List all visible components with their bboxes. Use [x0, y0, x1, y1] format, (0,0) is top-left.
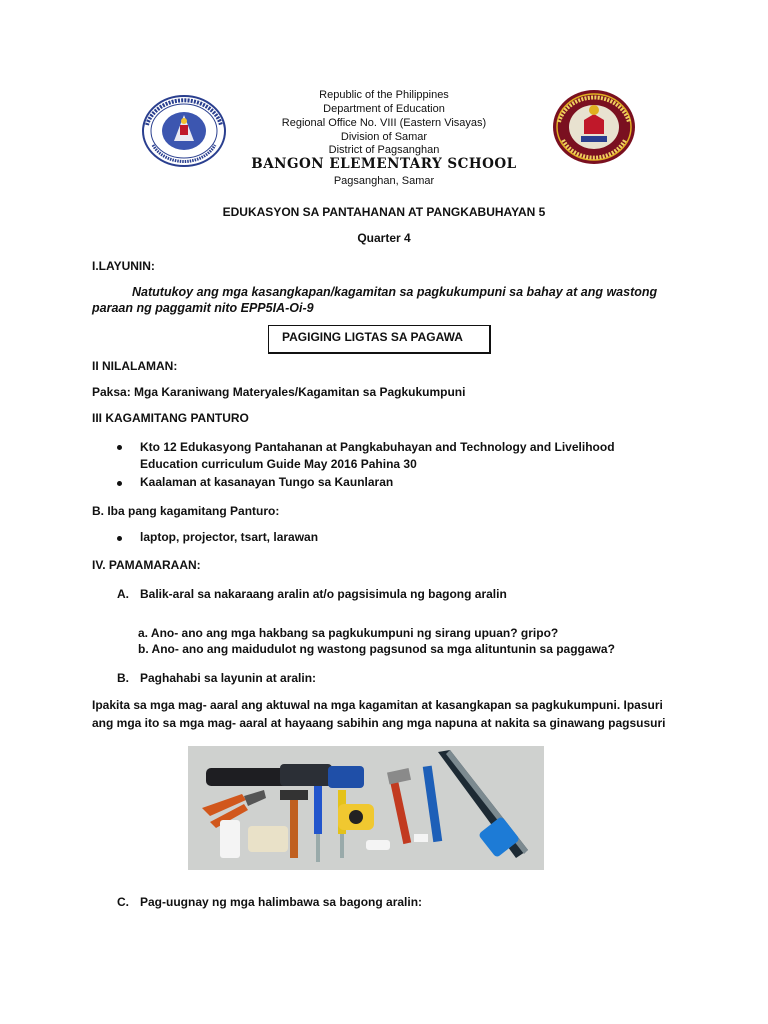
bullet-icon — [117, 445, 122, 450]
tools-photo — [188, 746, 544, 870]
school-name: BANGON ELEMENTARY SCHOOL — [251, 156, 517, 172]
paksa-line: Paksa: Mga Karaniwang Materyales/Kagamitan sa Pagkukumpuni — [92, 385, 466, 399]
item-c-letter: C. — [117, 895, 129, 909]
reference-2: Kaalaman at kasanayan Tungo sa Kaunlaran — [140, 475, 394, 489]
item-a-text: Balik-aral sa nakaraang aralin at/o pagsisimula ng bagong aralin — [140, 587, 507, 601]
reference-1-line-1: Kto 12 Edukasyong Pantahanan at Pangkabuhayan and Technology and Livelihood — [140, 440, 615, 454]
section-nilalaman-heading: II NILALAMAN: — [92, 359, 178, 373]
section-layunin-heading: I.LAYUNIN: — [92, 259, 155, 273]
item-c-text: Pag-uugnay ng mga halimbawa sa bagong aralin: — [140, 895, 423, 909]
header-region: Regional Office No. VIII (Eastern Visayas) — [281, 117, 487, 129]
header-district: District of Pagsanghan — [328, 144, 440, 156]
subject-title: EDUKASYON SA PANTAHANAN AT PANGKABUHAYAN 5 — [222, 205, 546, 219]
paragraph-line-1: Ipakita sa mga mag- aaral ang aktuwal na mga kagamitan at kasangkapan sa pagkukumpuni. Ipasuri — [92, 698, 663, 712]
section-b-heading: B. Iba pang kagamitang Panturo: — [92, 504, 280, 518]
question-a: a. Ano- ano ang mga hakbang sa pagkukumpuni ng sirang upuan? gripo? — [138, 626, 559, 640]
question-b: b. Ano- ano ang maidudulot ng wastong pagsunod sa mga alituntunin sa paggawa? — [138, 642, 615, 656]
header-republic: Republic of the Philippines — [319, 89, 449, 101]
item-b-letter: B. — [117, 671, 129, 685]
header-division: Division of Samar — [340, 131, 428, 143]
section-kagamitang-heading: III KAGAMITANG PANTURO — [92, 411, 249, 425]
objective-line-1: Natutukoy ang mga kasangkapan/kagamitan sa pagkukumpuni sa bahay at ang wastong — [132, 285, 658, 299]
objective-line-2: paraan ng paggamit nito EPP5IA-Oi-9 — [92, 301, 314, 315]
bullet-icon — [117, 481, 122, 486]
item-a-letter: A. — [117, 587, 129, 601]
materials-list: laptop, projector, tsart, larawan — [140, 530, 319, 544]
paragraph-line-2: ang mga ito sa mga mag- aaral at hayaang sabihin ang mga napuna at nakita sa ginawang pagsusuri — [92, 716, 666, 730]
bullet-icon — [117, 536, 122, 541]
boxed-title: PAGIGING LIGTAS SA PAGAWA — [282, 330, 463, 344]
item-b-text: Paghahabi sa layunin at aralin: — [140, 671, 317, 685]
tools-illustration — [188, 746, 544, 870]
reference-1-line-2: Education curriculum Guide May 2016 Pahina 30 — [140, 457, 417, 471]
header-department: Department of Education — [323, 103, 445, 115]
section-pamamaraan-heading: IV. PAMAMARAAN: — [92, 558, 201, 572]
quarter-title: Quarter 4 — [357, 231, 411, 245]
school-address: Pagsanghan, Samar — [333, 175, 435, 187]
